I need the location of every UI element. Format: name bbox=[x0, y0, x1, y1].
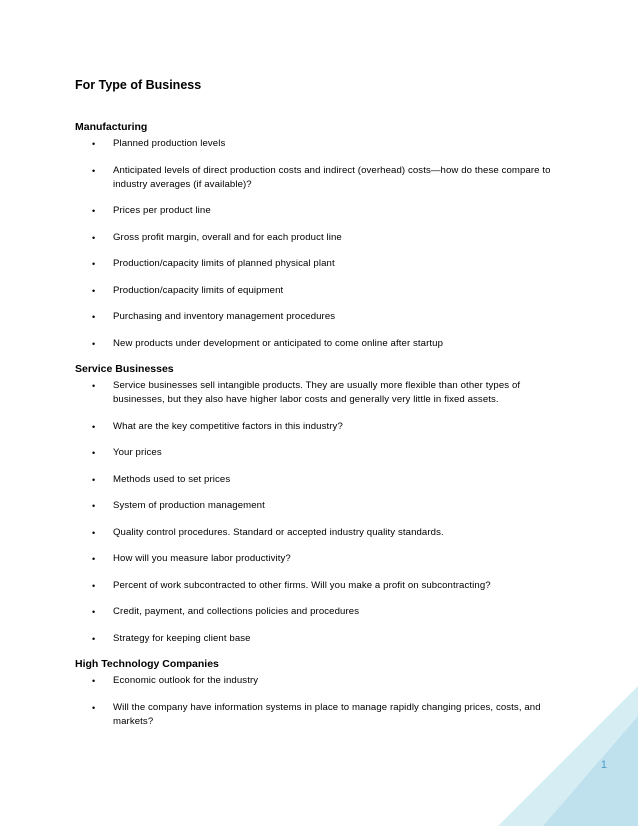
section-heading: Service Businesses bbox=[75, 363, 174, 375]
page-number: 1 bbox=[600, 759, 607, 771]
manufacturing-list bbox=[75, 137, 565, 351]
list-item: • Prices per product line bbox=[75, 204, 565, 218]
list-item: • Production/capacity limits of equipment bbox=[75, 284, 565, 298]
high-tech-list bbox=[75, 674, 565, 729]
section-heading: High Technology Companies bbox=[75, 658, 219, 670]
list-item: • Purchasing and inventory management procedures bbox=[75, 310, 565, 324]
list-item: • Planned production levels bbox=[75, 137, 565, 151]
list-item: • Anticipated levels of direct production costs and indirect (overhead) costs—how do these compare to industry averages (if available)? bbox=[75, 164, 565, 192]
section-service bbox=[75, 363, 565, 646]
list-item: • Quality control procedures. Standard or accepted industry quality standards. bbox=[75, 526, 565, 540]
list-item: • Strategy for keeping client base bbox=[75, 632, 565, 646]
list-item: • Economic outlook for the industry bbox=[75, 674, 565, 688]
section-manufacturing bbox=[75, 121, 565, 351]
list-item: • Gross profit margin, overall and for each product line bbox=[75, 231, 565, 245]
section-heading: Manufacturing bbox=[75, 121, 148, 133]
list-item: • Credit, payment, and collections policies and procedures bbox=[75, 605, 565, 619]
list-item: • Your prices bbox=[75, 446, 565, 460]
list-item: • What are the key competitive factors in this industry? bbox=[75, 420, 565, 434]
section-high-tech bbox=[75, 658, 565, 729]
service-list bbox=[75, 379, 565, 646]
list-item: • New products under development or anticipated to come online after startup bbox=[75, 337, 565, 351]
document-content bbox=[75, 78, 565, 741]
list-item: • Production/capacity limits of planned physical plant bbox=[75, 257, 565, 271]
list-item: • System of production management bbox=[75, 499, 565, 513]
list-item: • Methods used to set prices bbox=[75, 473, 565, 487]
document-title: For Type of Business bbox=[75, 78, 202, 92]
list-item: • Will the company have information systems in place to manage rapidly changing prices, costs, and markets? bbox=[75, 701, 565, 729]
list-item: • Service businesses sell intangible products. They are usually more flexible than other types of businesses, but they also have higher labor costs and generally very little in fixed assets. bbox=[75, 379, 565, 407]
list-item: • Percent of work subcontracted to other firms. Will you make a profit on subcontracting? bbox=[75, 579, 565, 593]
list-item: • How will you measure labor productivity? bbox=[75, 552, 565, 566]
